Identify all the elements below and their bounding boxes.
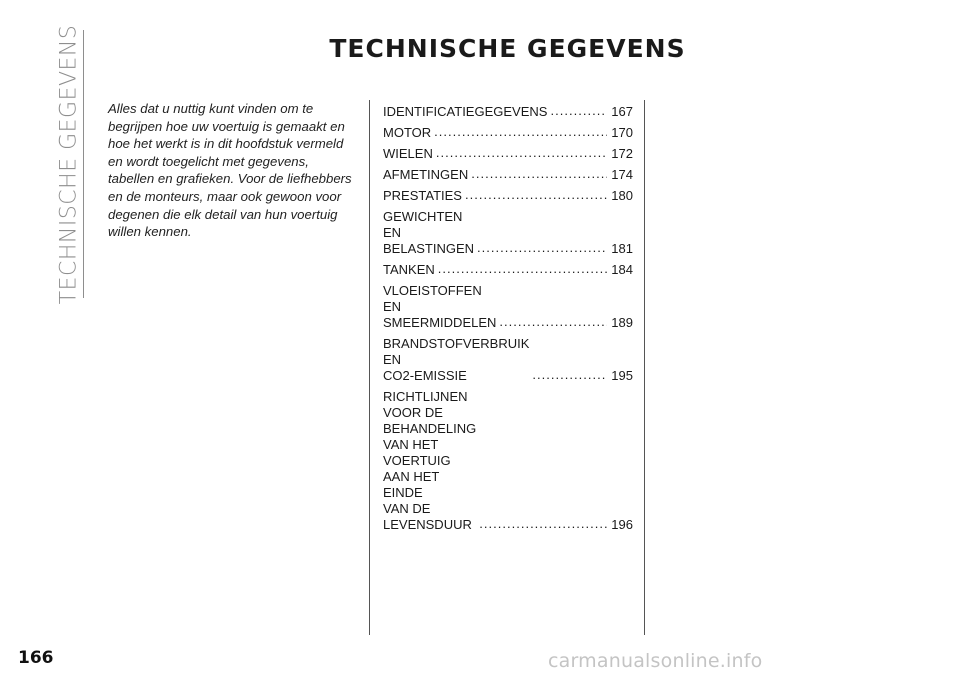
toc-entry-page: 189 bbox=[611, 315, 633, 330]
toc-dot-leader bbox=[477, 242, 607, 254]
toc-entry-label: PRESTATIES bbox=[383, 188, 462, 203]
toc-dot-leader bbox=[465, 189, 607, 201]
side-tab-label: TECHNISCHE GEGEVENS bbox=[56, 24, 82, 304]
toc-dot-leader bbox=[436, 147, 607, 159]
toc-entry[interactable] bbox=[383, 125, 633, 141]
toc-dot-leader bbox=[434, 126, 607, 138]
toc-entry[interactable] bbox=[383, 167, 633, 183]
watermark: carmanualsonline.info bbox=[548, 650, 763, 672]
toc-entry-page: 181 bbox=[611, 241, 633, 256]
toc-entry-label: IDENTIFICATIEGEGEVENS bbox=[383, 104, 548, 119]
toc-dot-leader bbox=[471, 168, 607, 180]
toc-entry[interactable] bbox=[383, 188, 633, 204]
toc-entry-page: 172 bbox=[611, 146, 633, 161]
toc-dot-leader bbox=[479, 518, 607, 530]
toc-entry[interactable] bbox=[383, 283, 633, 331]
toc-entry[interactable] bbox=[383, 209, 633, 257]
toc-entry-label: MOTOR bbox=[383, 125, 432, 140]
page-number: 166 bbox=[18, 648, 54, 668]
chapter-title: TECHNISCHE GEGEVENS bbox=[329, 34, 686, 63]
table-of-contents bbox=[383, 104, 633, 538]
toc-entry-label: WIELEN bbox=[383, 146, 433, 161]
toc-dot-leader bbox=[438, 263, 608, 275]
toc-entry-page: 196 bbox=[611, 517, 633, 532]
toc-entry-label: BRANDSTOFVERBRUIK EN CO2-EMISSIE bbox=[383, 336, 530, 383]
toc-entry-label: TANKEN bbox=[383, 262, 435, 277]
toc-entry-label: GEWICHTEN EN BELASTINGEN bbox=[383, 209, 475, 256]
intro-paragraph: Alles dat u nuttig kunt vinden om te begrijpen hoe uw voertuig is gemaakt en hoe het werkt is in dit hoofdstuk vermeld en wordt toegelicht met gegevens, tabellen en grafieken. Voor de liefhebbers en de monteurs, maar ook gewoon voor degenen die elk detail van hun voertuig willen kennen. bbox=[108, 101, 352, 240]
toc-entry-page: 180 bbox=[611, 188, 633, 203]
column-divider-left bbox=[369, 100, 370, 635]
toc-entry-page: 170 bbox=[611, 125, 633, 140]
side-tab-rule bbox=[83, 30, 84, 298]
toc-entry-label: RICHTLIJNEN VOOR DE BEHANDELING VAN HET VOERTUIG AAN HET EINDE VAN DE LEVENSDUUR bbox=[383, 389, 477, 532]
toc-entry[interactable] bbox=[383, 389, 633, 533]
toc-entry[interactable] bbox=[383, 336, 633, 384]
column-divider-right bbox=[644, 100, 645, 635]
toc-entry-page: 184 bbox=[611, 262, 633, 277]
toc-entry-page: 195 bbox=[611, 368, 633, 383]
toc-entry[interactable] bbox=[383, 146, 633, 162]
toc-entry-label: AFMETINGEN bbox=[383, 167, 469, 182]
toc-entry-label: VLOEISTOFFEN EN SMEERMIDDELEN bbox=[383, 283, 497, 330]
toc-dot-leader bbox=[499, 316, 607, 328]
toc-entry-page: 167 bbox=[611, 104, 633, 119]
side-tab bbox=[52, 24, 86, 304]
toc-dot-leader bbox=[532, 369, 607, 381]
toc-entry[interactable] bbox=[383, 104, 633, 120]
toc-dot-leader bbox=[550, 105, 607, 117]
toc-entry-page: 174 bbox=[611, 167, 633, 182]
toc-entry[interactable] bbox=[383, 262, 633, 278]
